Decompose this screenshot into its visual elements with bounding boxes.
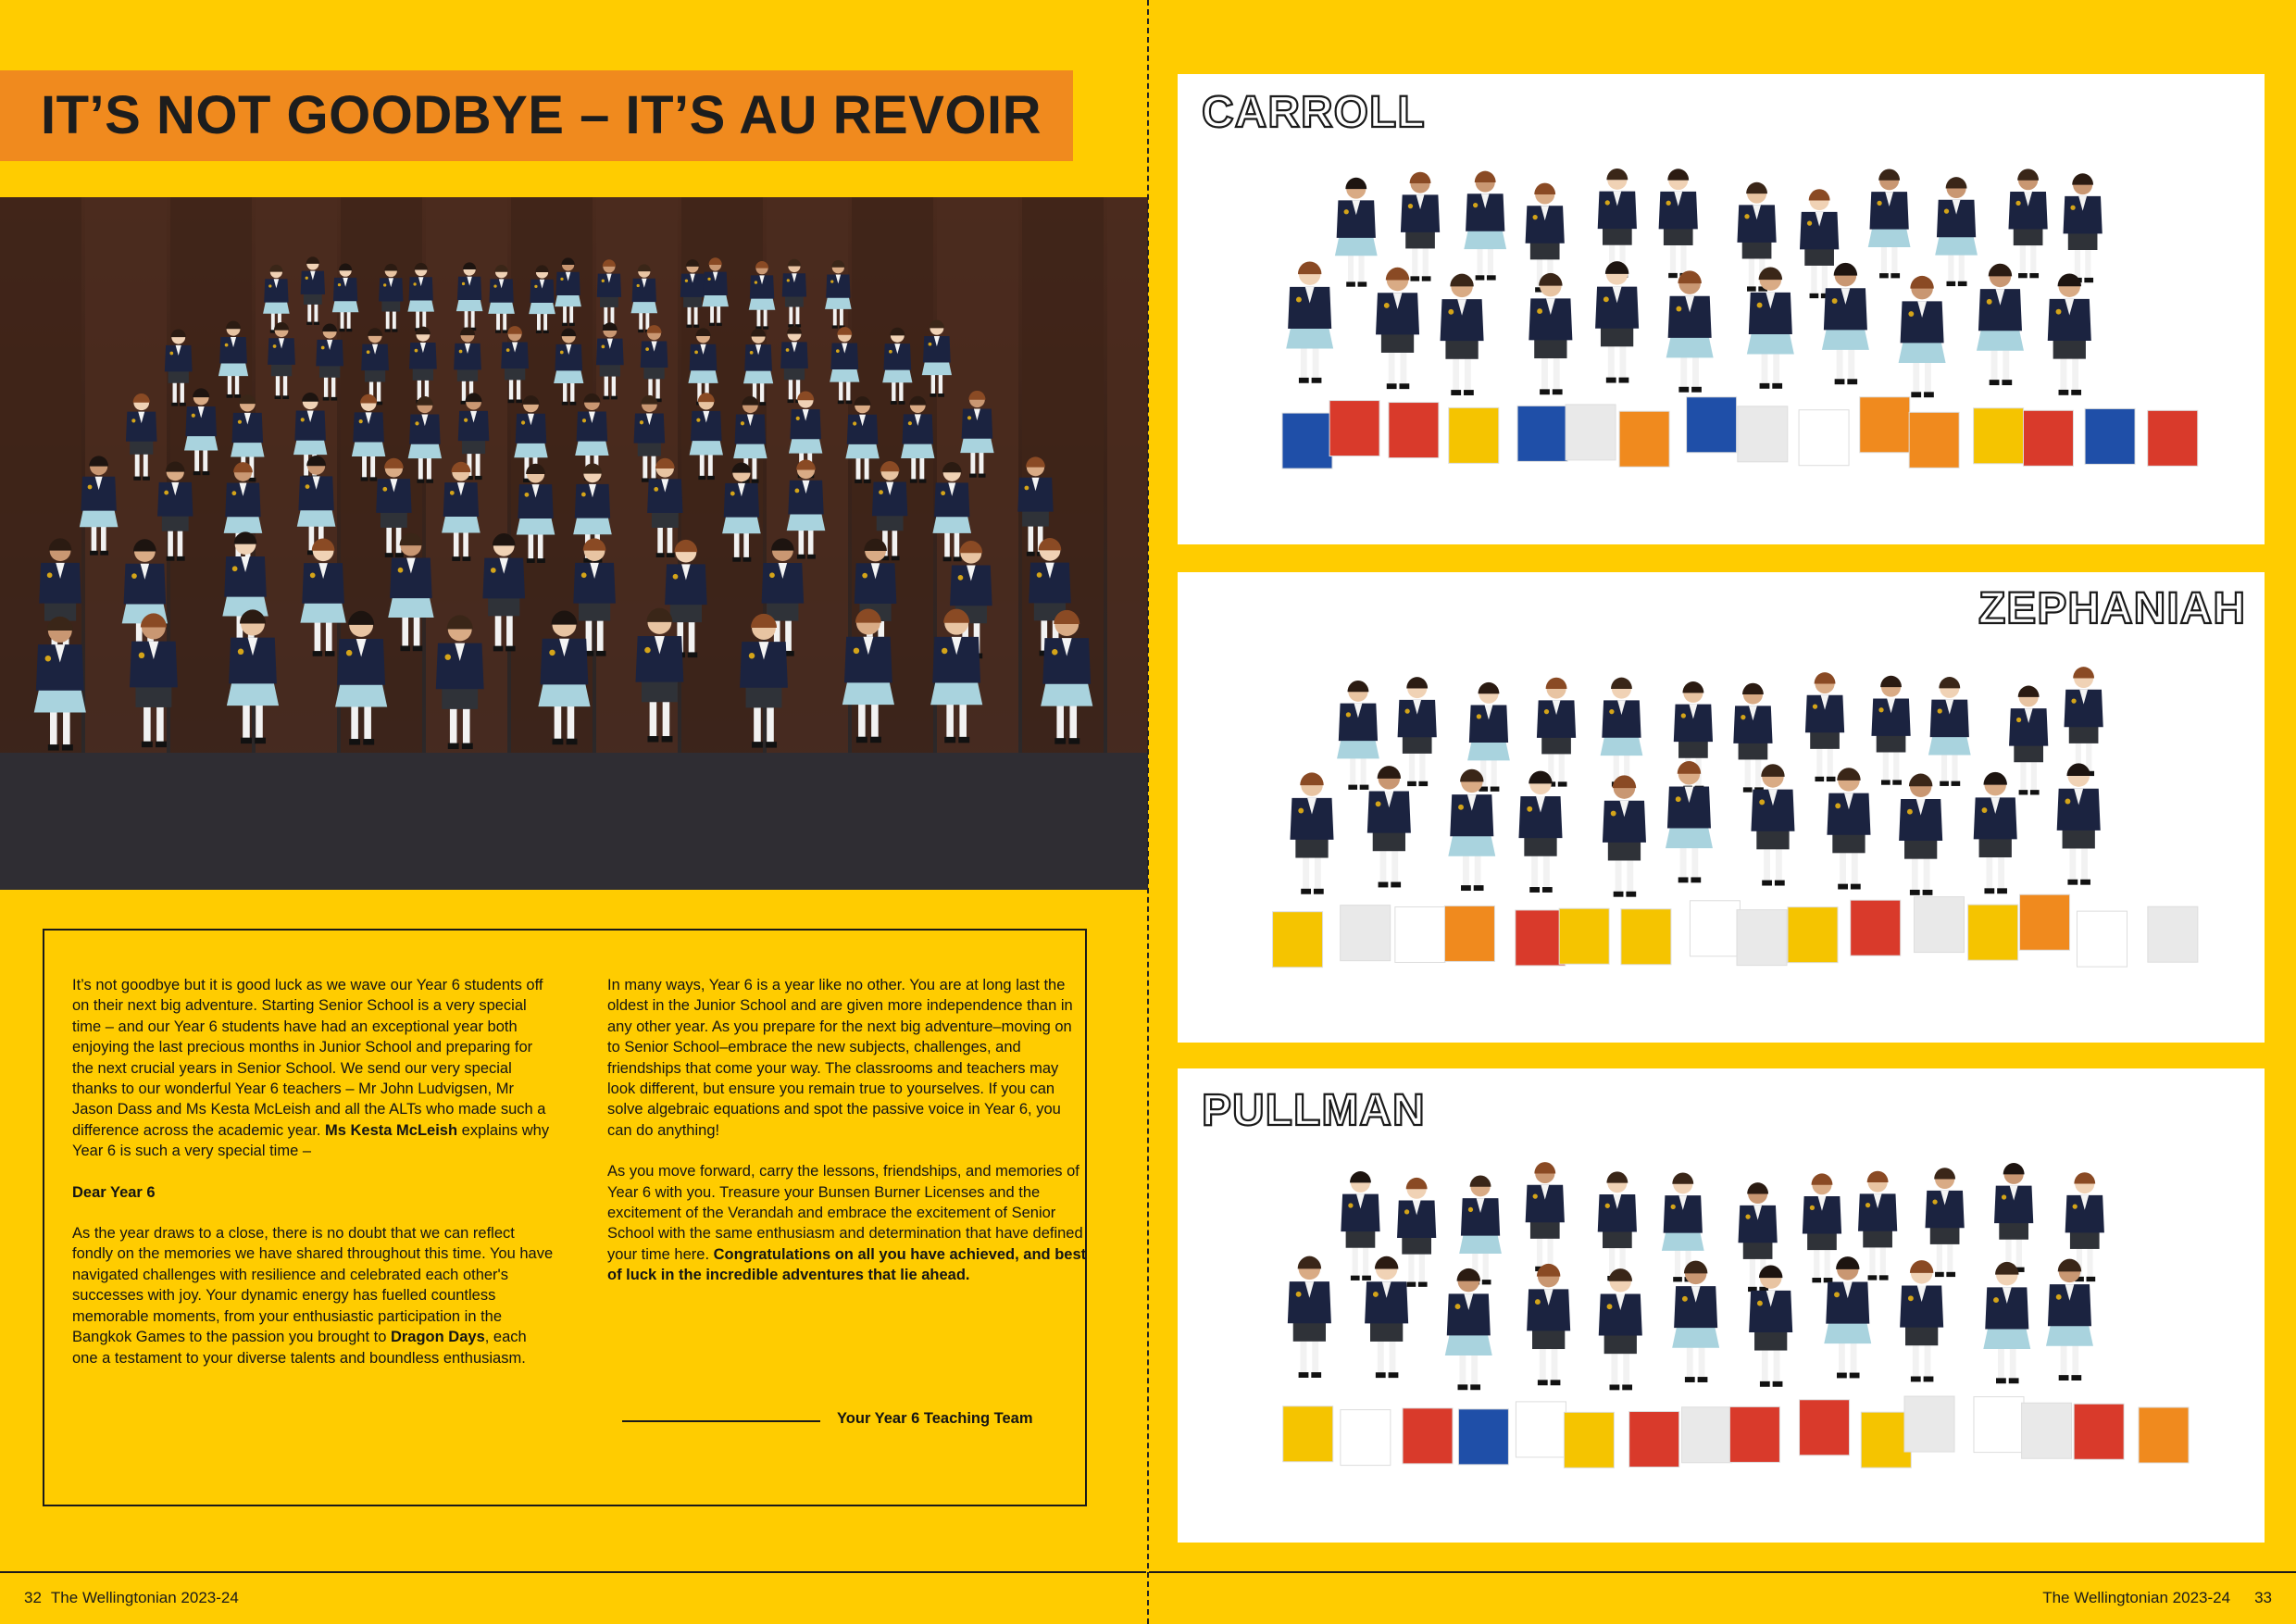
prop-cube: [1860, 397, 1910, 453]
page-number-left: 32: [24, 1589, 42, 1606]
prop-cube: [1788, 907, 1838, 963]
class-name: ZEPHANIAH: [1978, 584, 2246, 633]
prop-cube: [1621, 909, 1671, 965]
fold-line: [1147, 0, 1149, 1624]
folio-right: [2042, 1589, 2272, 1607]
prop-cube: [1516, 1402, 1566, 1457]
prop-cube: [1458, 1409, 1508, 1465]
prop-cube: [1517, 406, 1567, 461]
prop-cube: [1974, 1397, 2024, 1453]
article-column-right: [607, 975, 1089, 1306]
prop-cube: [2023, 410, 2073, 466]
prop-cube: [1282, 413, 1332, 468]
studio-background: [1178, 1068, 2265, 1543]
prop-cube: [2020, 894, 2070, 950]
prop-cube: [1914, 897, 1964, 953]
page-number-right: 33: [2254, 1589, 2272, 1606]
class-name: PULLMAN: [1202, 1086, 1426, 1135]
prop-cube: [1559, 908, 1609, 964]
prop-cube: [1403, 1408, 1453, 1464]
prop-cube: [1909, 412, 1959, 468]
bold-text: Ms Kesta McLeish: [325, 1121, 458, 1139]
prop-cube: [1800, 1400, 1850, 1455]
prop-cube: [1738, 406, 1788, 462]
prop-cube: [2077, 911, 2127, 967]
prop-cube: [1690, 901, 1740, 956]
article-box: [43, 929, 1087, 1506]
body-text: As the year draws to a close, there is no doubt that we can reflect fondly on the memories we have shared throughout this time. You have navigated challenges with resilience and celebrated each other's successes with joy. Your dynamic energy has fuelled countless memorable moments, from your enthusiastic participation in the Bangkok Games to the passion you brought to: [72, 1225, 554, 1346]
floor: [0, 753, 1148, 890]
class-photo-illustration: [1178, 1068, 2265, 1543]
class-name: CARROLL: [1202, 88, 1426, 137]
prop-cube: [1861, 1412, 1911, 1468]
prop-cube: [2085, 408, 2135, 464]
prop-cube: [1851, 900, 1901, 956]
signoff-text: Your Year 6 Teaching Team: [837, 1410, 1033, 1427]
body-text: explains why Year 6 is such a very special time –: [72, 1121, 550, 1160]
publication-name-right: The Wellingtonian 2023-24: [2042, 1589, 2231, 1606]
article-column-left: [72, 975, 554, 1389]
body-text: In many ways, Year 6 is a year like no other. You are at long last the oldest in the Junior School and are given more independence than in any other year. As you prepare for the next big adventure–moving on to Senior School–embrace the new subjects, challenges, and friendships that come your way. The classrooms and teachers may look different, but ensure you remain true to yourselves. If you can solve algebraic equations and spot the passive voice in Year 6, you can do anything!: [607, 977, 1073, 1139]
studio-background: [1178, 74, 2265, 544]
article-paragraph: [607, 1161, 1089, 1285]
prop-cube: [1283, 1406, 1333, 1462]
prop-cube: [1968, 905, 2018, 960]
folio-left: [24, 1589, 239, 1607]
bold-text: Dragon Days: [390, 1329, 485, 1346]
prop-cube: [1904, 1396, 1954, 1452]
prop-cube: [1974, 408, 2024, 464]
prop-cube: [2148, 410, 2198, 466]
prop-cube: [1799, 410, 1849, 466]
prop-cube: [2022, 1403, 2072, 1458]
studio-background: [1178, 572, 2265, 1043]
article-paragraph: [72, 975, 554, 1162]
footer-rule-right: [1149, 1571, 2296, 1573]
publication-name-left: The Wellingtonian 2023-24: [50, 1589, 239, 1606]
prop-cube: [2139, 1407, 2189, 1463]
prop-cube: [1682, 1407, 1732, 1463]
prop-cube: [1449, 407, 1499, 463]
prop-cube: [1516, 910, 1566, 966]
prop-cube: [2148, 906, 2198, 962]
prop-cube: [1729, 1406, 1779, 1462]
prop-cube: [1629, 1412, 1679, 1468]
body-text: It’s not goodbye but it is good luck as we wave our Year 6 students off on their next big adventure. Starting Senior School is a very special time – and our Year 6 students have had an exceptional year both enjoying the last precious months in Junior School and preparing for the next crucial years in Senior School. We send our very special thanks to our wonderful Year 6 teachers – Mr John Ludvigsen, Mr Jason Dass and Ms Kesta McLeish and all the ALTs who made such a difference across the academic year.: [72, 977, 546, 1139]
prop-cube: [1687, 397, 1737, 453]
body-text: As you move forward, carry the lessons, friendships, and memories of Year 6 with you. Treasure your Bunsen Burner Licenses and the excitement of the Verandah and embrace the excitement of Senior School with the same enthusiasm and determination that have defined your time here.: [607, 1163, 1083, 1263]
footer-rule-left: [0, 1571, 1146, 1573]
prop-cube: [1273, 912, 1323, 968]
prop-cube: [1564, 1412, 1614, 1468]
year6-group-photo: [0, 197, 1148, 890]
signoff-rule: [622, 1420, 820, 1422]
prop-cube: [1619, 411, 1669, 467]
title-banner: [0, 70, 1073, 161]
prop-cube: [1341, 1410, 1391, 1466]
bold-text: Dear Year 6: [72, 1183, 156, 1201]
prop-cube: [1737, 910, 1787, 966]
class-panel-pullman: [1178, 1068, 2265, 1543]
article-paragraph: [607, 975, 1089, 1141]
class-panel-carroll: [1178, 74, 2265, 544]
prop-cube: [1341, 906, 1391, 961]
prop-cube: [1329, 401, 1379, 456]
signoff: [622, 1410, 1104, 1430]
class-panel-zephaniah: [1178, 572, 2265, 1043]
body-text: , each one a testament to your diverse talents and boundless enthusiasm.: [72, 1329, 527, 1367]
article-paragraph: [72, 1182, 554, 1203]
prop-cube: [2074, 1404, 2124, 1459]
article-paragraph: [72, 1223, 554, 1368]
prop-cube: [1389, 403, 1439, 458]
bold-text: Congratulations on all you have achieved, and best of luck in the incredible adventures that lie ahead.: [607, 1245, 1087, 1284]
class-photo-illustration: [1178, 572, 2265, 1043]
prop-cube: [1566, 405, 1616, 460]
class-photo-illustration: [1178, 74, 2265, 544]
prop-cube: [1395, 906, 1445, 962]
group-photo-illustration: [0, 197, 1148, 890]
page-title: IT’S NOT GOODBYE – IT’S AU REVOIR: [41, 85, 1042, 145]
prop-cube: [1444, 906, 1494, 961]
